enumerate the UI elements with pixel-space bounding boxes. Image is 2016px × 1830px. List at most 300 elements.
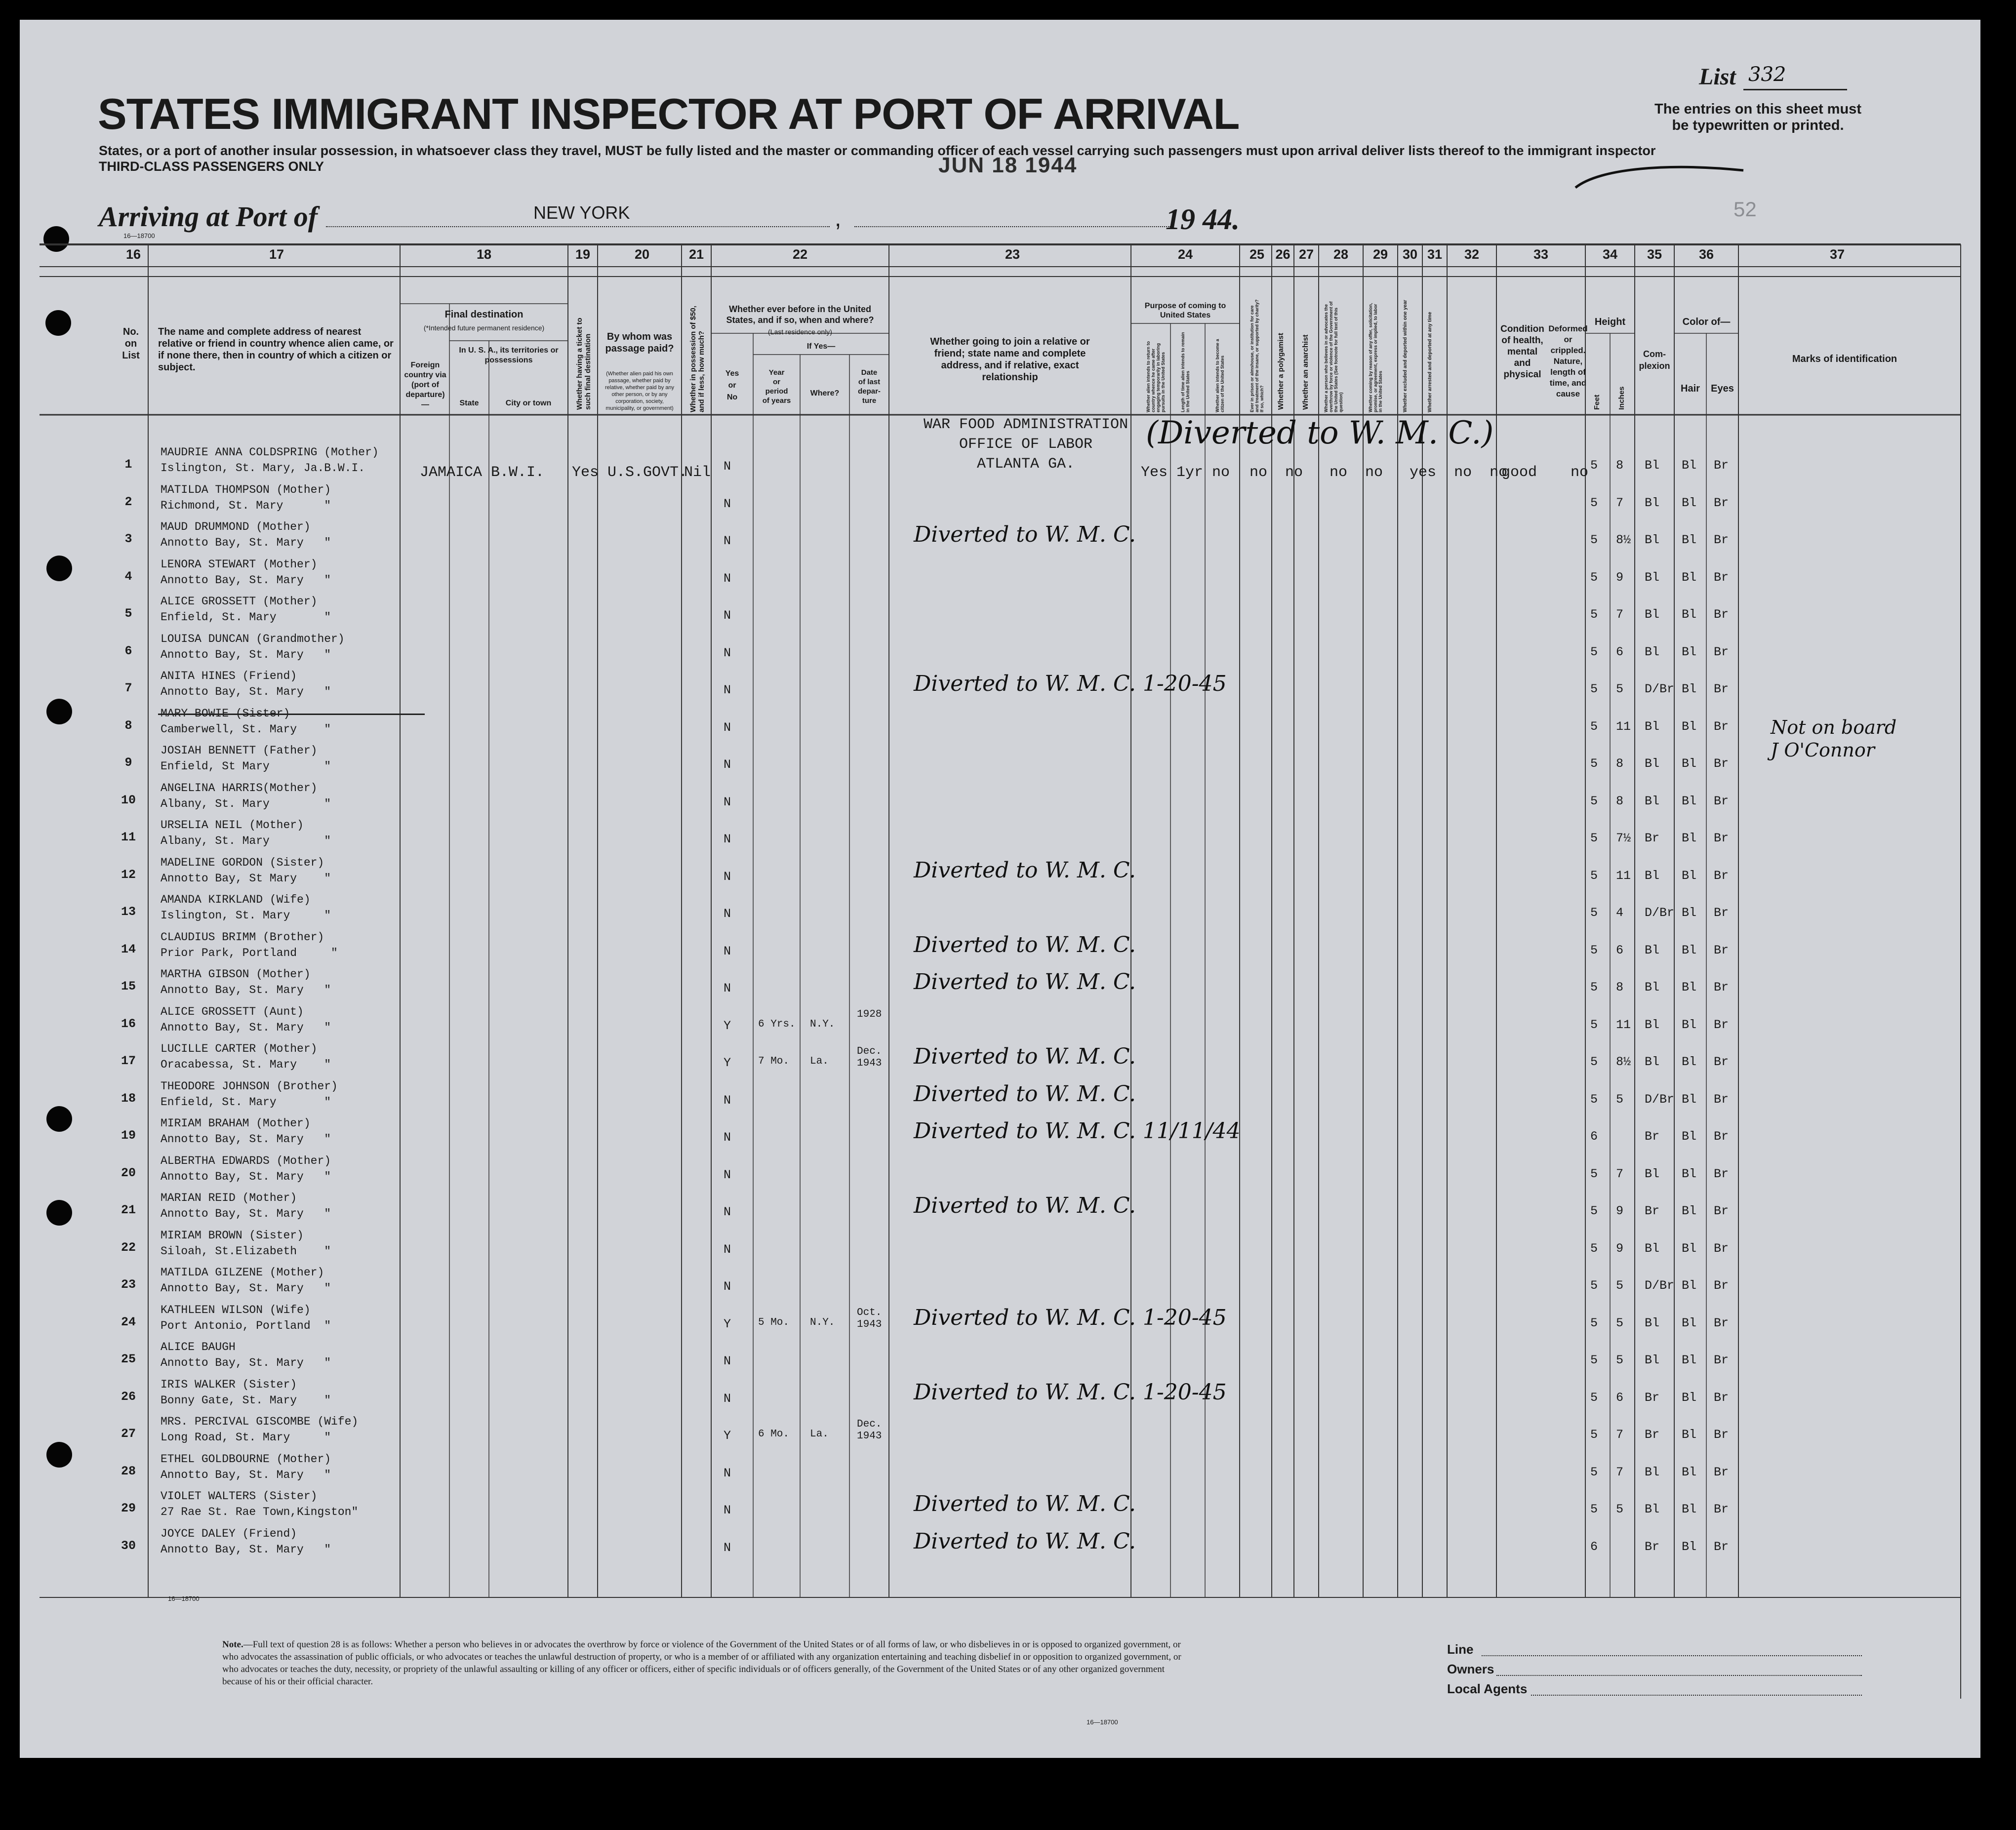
subtitle: States, or a port of another insular possession, in whatsoever class they travel, MUST be fully listed and the master or commanding officer of each vessel carrying such passengers must upon arrival deliver lists thereof to the immigrant inspector [99,143,1656,158]
relative-name: ALBERTHA EDWARDS (Mother) [161,1154,331,1167]
row-number: 27 [121,1427,136,1441]
row-number: 15 [121,979,136,994]
height-feet: 5 [1590,1428,1598,1442]
years-period: 7 Mo. [758,1056,790,1067]
relative-address: Annotto Bay, St Mary " [161,872,331,885]
height-feet: 5 [1590,1465,1598,1479]
complexion: Bl [1645,794,1660,808]
eye-color: Br [1714,943,1729,957]
row-number: 22 [121,1240,136,1255]
years-period: 6 Yrs. [758,1018,796,1030]
header-date-departure: Date of last depar- ture [858,368,881,405]
ever-before-yes-no: N [724,608,731,623]
height-inches: 8½ [1616,533,1631,547]
ever-before-yes-no: N [724,645,731,660]
header-deformed: Deformed or crippled. Nature, length of time, and cause [1548,324,1588,398]
hair-color: Bl [1682,1166,1697,1181]
complexion: Bl [1645,495,1660,510]
hair-color: Bl [1682,682,1697,696]
eye-color: Br [1714,1204,1729,1218]
header-become-citizen: Whether alien intends to become a citizen of the United States [1215,339,1225,412]
row-number: 11 [121,830,136,844]
relative-address: Annotto Bay, St. Mary " [161,685,331,698]
height-inches: 5 [1616,1092,1624,1107]
typewritten-note: The entries on this sheet must be typewritten or printed. [1654,101,1861,133]
eye-color: Br [1714,458,1729,473]
height-feet: 5 [1590,868,1598,883]
height-feet: 5 [1590,1092,1598,1107]
where: N.Y. [810,1316,835,1328]
row-number: 19 [121,1128,136,1143]
arriving-label: Arriving at Port of [99,200,318,233]
note-label: Note. [222,1639,243,1650]
hair-color: Bl [1682,458,1697,473]
height-inches: 8 [1616,756,1624,771]
height-feet: 5 [1590,756,1598,771]
row-number: 29 [121,1501,136,1515]
row-number: 2 [124,494,132,509]
relative-address: Annotto Bay, St. Mary " [161,573,331,587]
height-feet: 6 [1590,1129,1598,1144]
height-inches: 6 [1616,943,1624,957]
header-color-of: Color of— [1682,317,1731,327]
ever-before-yes-no: N [724,1540,731,1555]
relative-name: MATILDA GILZENE (Mother) [161,1266,324,1279]
row-number: 16 [121,1016,136,1031]
height-feet: 5 [1590,644,1598,659]
ever-before-yes-no: N [724,1242,731,1257]
row1-purpose: Yes 1yr no [1141,464,1230,481]
years-period: 5 Mo. [758,1316,790,1328]
row-number: 3 [124,532,132,546]
column-number-32: 32 [1464,247,1480,262]
header-yes-no: Yes or No [725,369,739,401]
row-number: 25 [121,1352,136,1366]
handwritten-note: Diverted to W. M. C. [914,1193,1136,1218]
row1-paid-by: U.S.GOVT. [607,464,688,481]
height-inches: 11 [1616,719,1631,734]
hair-color: Bl [1682,570,1697,585]
complexion: Bl [1645,943,1660,957]
header-last-residence: (Last residence only) [768,328,832,336]
height-inches: 5 [1616,1502,1624,1516]
height-feet: 5 [1590,831,1598,845]
ever-before-yes-no: N [724,1205,731,1219]
eye-color: Br [1714,1278,1729,1293]
handwritten-note: Diverted to W. M. C. [914,522,1136,547]
complexion: Bl [1645,1017,1660,1032]
row-number: 21 [121,1203,136,1217]
header-offer-labor: Whether coming by reason of any offer, solicitation, promise, or agreement, express or implied, to labor in the United States [1368,303,1383,412]
manifest-sheet [20,20,1980,1758]
eye-color: Br [1714,1129,1729,1144]
column-number-33: 33 [1533,247,1549,262]
footnote [222,1638,1185,1688]
relative-address: Islington, St. Mary " [161,909,331,922]
hair-color: Bl [1682,794,1697,808]
eye-color: Br [1714,1428,1729,1442]
column-number-26: 26 [1275,247,1290,262]
height-feet: 5 [1590,794,1598,808]
relative-name: LENORA STEWART (Mother) [161,557,318,571]
complexion: Br [1645,1204,1660,1218]
hair-color: Bl [1682,1539,1697,1554]
relative-address: Albany, St. Mary " [161,835,331,847]
where: La. [810,1429,829,1440]
height-feet: 5 [1590,458,1598,473]
complexion: Bl [1645,719,1660,734]
years-period: 6 Mo. [758,1429,790,1440]
hair-color: Bl [1682,1428,1697,1442]
row-number: 24 [121,1314,136,1329]
hair-color: Bl [1682,1017,1697,1032]
ever-before-yes-no: N [724,459,731,474]
handwritten-note: Diverted to W. M. C. [914,1044,1136,1069]
row8-identification-mark: Not on board J O'Connor [1771,716,1897,761]
ever-before-yes-no: Y [724,1056,731,1070]
height-feet: 5 [1590,1353,1598,1367]
eye-color: Br [1714,719,1729,734]
eye-color: Br [1714,1241,1729,1256]
where: N.Y. [810,1018,835,1030]
height-inches: 6 [1616,644,1624,659]
owners-label: Owners [1447,1662,1494,1676]
complexion: Bl [1645,868,1660,883]
complexion: Br [1645,1539,1660,1554]
ever-before-yes-no: N [724,571,731,586]
row1-health: good [1501,464,1537,481]
complexion: D/Br [1645,1278,1675,1293]
complexion: D/Br [1645,682,1675,696]
relative-name: MARIAN REID (Mother) [161,1192,297,1204]
height-inches: 8 [1616,980,1624,995]
relative-name: MRS. PERCIVAL GISCOMBE (Wife) [161,1415,359,1428]
form-code-footer: 16—18700 [1087,1718,1118,1726]
ever-before-yes-no: N [724,869,731,884]
row1-flags: no no no no yes no no [1250,464,1508,481]
relative-name: ALICE GROSSETT (Aunt) [161,1005,304,1018]
date-last-departure: 1928 [857,1008,882,1020]
complexion: D/Br [1645,906,1675,920]
relative-address: Annotto Bay, St. Mary " [161,536,331,549]
header-passage-paid: By whom was passage paid? [605,331,674,354]
relative-name: AMANDA KIRKLAND (Wife) [161,893,311,906]
header-going-to-join: Whether going to join a relative or friend; state name and complete address, and if relative, exact relationship [930,336,1090,383]
relative-name: VIOLET WALTERS (Sister) [161,1490,318,1503]
form-code-bottom: 16—18700 [168,1595,200,1602]
column-number-19: 19 [575,247,591,262]
line-rule [1482,1655,1862,1656]
relative-address: Annotto Bay, St. Mary " [161,1207,331,1220]
hair-color: Bl [1682,644,1697,659]
header-foreign-country: Foreign country via (port of departure)— [404,361,446,409]
ever-before-yes-no: Y [724,1018,731,1033]
relative-address: Oracabessa, St. Mary " [161,1058,331,1071]
hair-color: Bl [1682,1278,1697,1293]
complexion: Br [1645,1129,1660,1144]
header-passage-note: (Whether alien paid his own passage, whether paid by relative, whether paid by any other person, or by any corporation, society, municipality, or government) [605,371,675,411]
row-number: 9 [124,756,132,770]
complexion: Bl [1645,1166,1660,1181]
column-number-34: 34 [1602,247,1618,262]
height-feet: 5 [1590,495,1598,510]
column-number-35: 35 [1647,247,1662,262]
relative-address: Islington, St. Mary, Ja.B.W.I. [161,462,365,475]
eye-color: Br [1714,1315,1729,1330]
hair-color: Bl [1682,868,1697,883]
hair-color: Bl [1682,1353,1697,1367]
ever-before-yes-no: Y [724,1316,731,1331]
complexion: Bl [1645,756,1660,771]
height-inches: 8 [1616,458,1624,473]
row-number: 12 [121,867,136,882]
height-feet: 5 [1590,1017,1598,1032]
relative-name: LUCILLE CARTER (Mother) [161,1042,318,1055]
header-marks: Marks of identification [1792,354,1897,364]
row1-money: Nil [684,464,711,481]
row-number: 26 [121,1389,136,1404]
owners-rule [1496,1675,1862,1676]
complexion: Bl [1645,1315,1660,1330]
height-inches: 5 [1616,1353,1624,1367]
ever-before-yes-no: N [724,981,731,995]
hair-color: Bl [1682,943,1697,957]
hair-color: Bl [1682,1129,1697,1144]
complexion: Bl [1645,1465,1660,1479]
complexion: Bl [1645,1502,1660,1516]
eye-color: Br [1714,980,1729,995]
header-no-on-list: No. on List [122,326,140,361]
relative-address: Camberwell, St. Mary " [161,722,331,736]
handwritten-note: Diverted to W. M. C. [914,857,1136,883]
column-number-21: 21 [688,247,704,262]
relative-name: MAUDRIE ANNA COLDSPRING (Mother) [161,446,379,459]
header-hair: Hair [1681,383,1700,394]
row-number: 28 [121,1464,136,1478]
ever-before-yes-no: N [724,757,731,772]
header-city: City or town [505,399,552,407]
height-inches: 7 [1616,495,1624,510]
relative-address: Albany, St. Mary " [161,797,331,810]
row-number: 23 [121,1277,136,1292]
row-number: 14 [121,942,136,956]
height-inches: 8 [1616,794,1624,808]
relative-address: Annotto Bay, St. Mary " [161,1170,331,1183]
relative-name: ANITA HINES (Friend) [161,670,297,682]
date-last-departure: Dec. 1943 [857,1046,882,1069]
height-inches: 7 [1616,1166,1624,1181]
height-inches: 7½ [1616,831,1631,845]
page-title: STATES IMMIGRANT INSPECTOR AT PORT OF ARRIVAL [98,89,1240,138]
relative-name: KATHLEEN WILSON (Wife) [161,1303,311,1316]
local-agents-rule [1531,1695,1862,1696]
war-food-administration: WAR FOOD ADMINISTRATION OFFICE OF LABOR ATLANTA GA. [924,416,1129,473]
eye-color: Br [1714,607,1729,622]
height-inches: 7 [1616,1465,1624,1479]
header-year-period: Year or period of years [762,368,791,405]
height-inches: 11 [1616,868,1631,883]
column-number-18: 18 [476,247,492,262]
column-number-37: 37 [1829,247,1845,262]
handwritten-note: Diverted to W. M. C. 1-20-45 [914,671,1227,696]
eye-color: Br [1714,1465,1729,1479]
relative-address: Annotto Bay, St. Mary " [161,1133,331,1146]
complexion: Bl [1645,607,1660,622]
height-inches: 6 [1616,1390,1624,1405]
complexion: Bl [1645,1241,1660,1256]
relative-name: CLAUDIUS BRIMM (Brother) [161,930,324,944]
relative-address: Bonny Gate, St. Mary " [161,1393,331,1407]
height-feet: 5 [1590,1204,1598,1218]
hair-color: Bl [1682,607,1697,622]
complexion: Bl [1645,1353,1660,1367]
hair-color: Bl [1682,1465,1697,1479]
row1-ticket: Yes [572,464,599,481]
complexion: Br [1645,831,1660,845]
relative-name: LOUISA DUNCAN (Grandmother) [161,632,345,645]
height-feet: 5 [1590,1278,1598,1293]
eye-color: Br [1714,1353,1729,1367]
header-height: Height [1594,317,1626,327]
ever-before-yes-no: Y [724,1429,731,1443]
header-prison: Ever in prison or almshouse, or institution for care and treatment of the insane, or supported by charity? If so, which? [1250,299,1264,412]
row-number: 17 [121,1054,136,1068]
eye-color: Br [1714,756,1729,771]
header-state: State [459,399,479,407]
header-final-destination: Final destination [444,309,524,320]
height-feet: 5 [1590,533,1598,547]
row1-deformed: no [1571,464,1589,481]
handwritten-note: Diverted to W. M. C. 1-20-45 [914,1379,1227,1405]
date-stamp: JUN 18 1944 [938,153,1078,177]
header-purpose: Purpose of coming to United States [1144,302,1226,319]
header-anarchist: Whether an anarchist [1301,334,1310,410]
ever-before-yes-no: N [724,944,731,958]
height-inches: 5 [1616,1278,1624,1293]
height-feet: 5 [1590,980,1598,995]
complexion: Bl [1645,980,1660,995]
ever-before-yes-no: N [724,534,731,548]
relative-name: ETHEL GOLDBOURNE (Mother) [161,1452,331,1466]
row-number: 20 [121,1165,136,1180]
page-number: 52 [1734,198,1757,221]
eye-color: Br [1714,868,1729,883]
hair-color: Bl [1682,756,1697,771]
height-feet: 5 [1590,607,1598,622]
relative-name: URSELIA NEIL (Mother) [161,819,304,832]
date-last-departure: Oct. 1943 [857,1307,882,1330]
height-feet: 5 [1590,719,1598,734]
relative-name: ALICE GROSSETT (Mother) [161,595,318,608]
ever-before-yes-no: N [724,907,731,921]
column-number-23: 23 [1005,247,1020,262]
ever-before-yes-no: N [724,720,731,735]
relative-address: Annotto Bay, St. Mary " [161,984,331,996]
relative-address: Enfield, St Mary " [161,760,331,773]
complexion: Bl [1645,1055,1660,1069]
relative-name: MADELINE GORDON (Sister) [161,856,324,869]
header-final-destination-note: (*Intended future permanent residence) [423,324,545,332]
height-inches: 4 [1616,906,1624,920]
header-complexion: Com- plexion [1639,349,1670,371]
header-health: Condition of health, mental and physical [1500,324,1544,380]
header-polygamist: Whether a polygamist [1277,333,1285,410]
eye-color: Br [1714,1017,1729,1032]
where: La. [810,1056,829,1067]
eye-color: Br [1714,1539,1729,1554]
height-feet: 5 [1590,1315,1598,1330]
line-label: Line [1447,1642,1474,1657]
eye-color: Br [1714,495,1729,510]
date-last-departure: Dec. 1943 [857,1419,882,1442]
header-feet: Feet [1593,395,1601,410]
column-number-29: 29 [1372,247,1388,262]
header-ticket: Whether having a ticket to such final destination [575,318,592,410]
hair-color: Bl [1682,1092,1697,1107]
hair-color: Bl [1682,831,1697,845]
ever-before-yes-no: N [724,1466,731,1480]
height-feet: 5 [1590,682,1598,696]
column-number-28: 28 [1333,247,1349,262]
eye-color: Br [1714,794,1729,808]
relative-name: ALICE BAUGH [161,1341,236,1353]
row-number: 6 [124,643,132,658]
handwritten-note: Diverted to W. M. C. [914,1528,1136,1554]
ever-before-yes-no: N [724,1503,731,1517]
complexion: Br [1645,1428,1660,1442]
height-feet: 5 [1590,1055,1598,1069]
column-number-25: 25 [1249,247,1265,262]
header-if-yes: If Yes— [806,342,836,351]
list-number: 332 [1748,63,1786,86]
complexion: Bl [1645,644,1660,659]
eye-color: Br [1714,644,1729,659]
note-text: —Full text of question 28 is as follows: Whether a person who believes in or advocates the overthrow by force or violence of the Government of the United States or of all forms of law, or who disbelieves in or is opposed to organized government, or who advocates the assassination of public officials, or who advocates or teaches the unlawful destruction of property, or who is a member of or affiliated with any organization entertaining and teaching disbelief in or opposition to organized government, or who advocates or teaches the duty, necessity, or propriety of the unlawful assaulting or killing of any officer or officers, either of specific individuals or of officers generally, of the Government of the United States or of any other organized government because of his or their official character. [222,1639,1181,1687]
hair-color: Bl [1682,1390,1697,1405]
column-number-17: 17 [269,247,284,262]
height-inches: 9 [1616,1241,1624,1256]
complexion: Bl [1645,533,1660,547]
header-in-usa: In U. S. A., its territories or possessions [459,346,559,364]
eye-color: Br [1714,1092,1729,1107]
form-code: 16—18700 [123,232,155,239]
handwritten-note: Diverted to W. M. C. [914,1081,1136,1107]
relative-name: MIRIAM BROWN (Sister) [161,1229,304,1242]
column-number-20: 20 [634,247,650,262]
eye-color: Br [1714,1502,1729,1516]
eye-color: Br [1714,1055,1729,1069]
ever-before-yes-no: N [724,1130,731,1145]
header-eyes: Eyes [1711,383,1734,394]
row-number: 1 [124,457,132,472]
row-number: 8 [124,718,132,733]
complexion: Bl [1645,570,1660,585]
column-number-36: 36 [1698,247,1714,262]
relative-name: IRIS WALKER (Sister) [161,1378,297,1391]
row-number: 30 [121,1538,136,1553]
ever-before-yes-no: N [724,1279,731,1294]
row-number: 4 [124,569,132,584]
handwritten-note: Diverted to W. M. C. [914,932,1136,957]
height-inches: 9 [1616,570,1624,585]
header-excluded: Whether excluded and deported within one year [1403,300,1408,412]
header-ever-before: Whether ever before in the United States, and if so, when and where? [726,304,874,325]
header-possession-50: Whether in possession of $50, and if less, how much? [689,306,706,412]
relative-address: Annotto Bay, St. Mary " [161,648,331,661]
relative-address: Richmond, St. Mary " [161,499,331,512]
height-feet: 6 [1590,1539,1598,1554]
relative-address: Annotto Bay, St. Mary " [161,1356,331,1369]
